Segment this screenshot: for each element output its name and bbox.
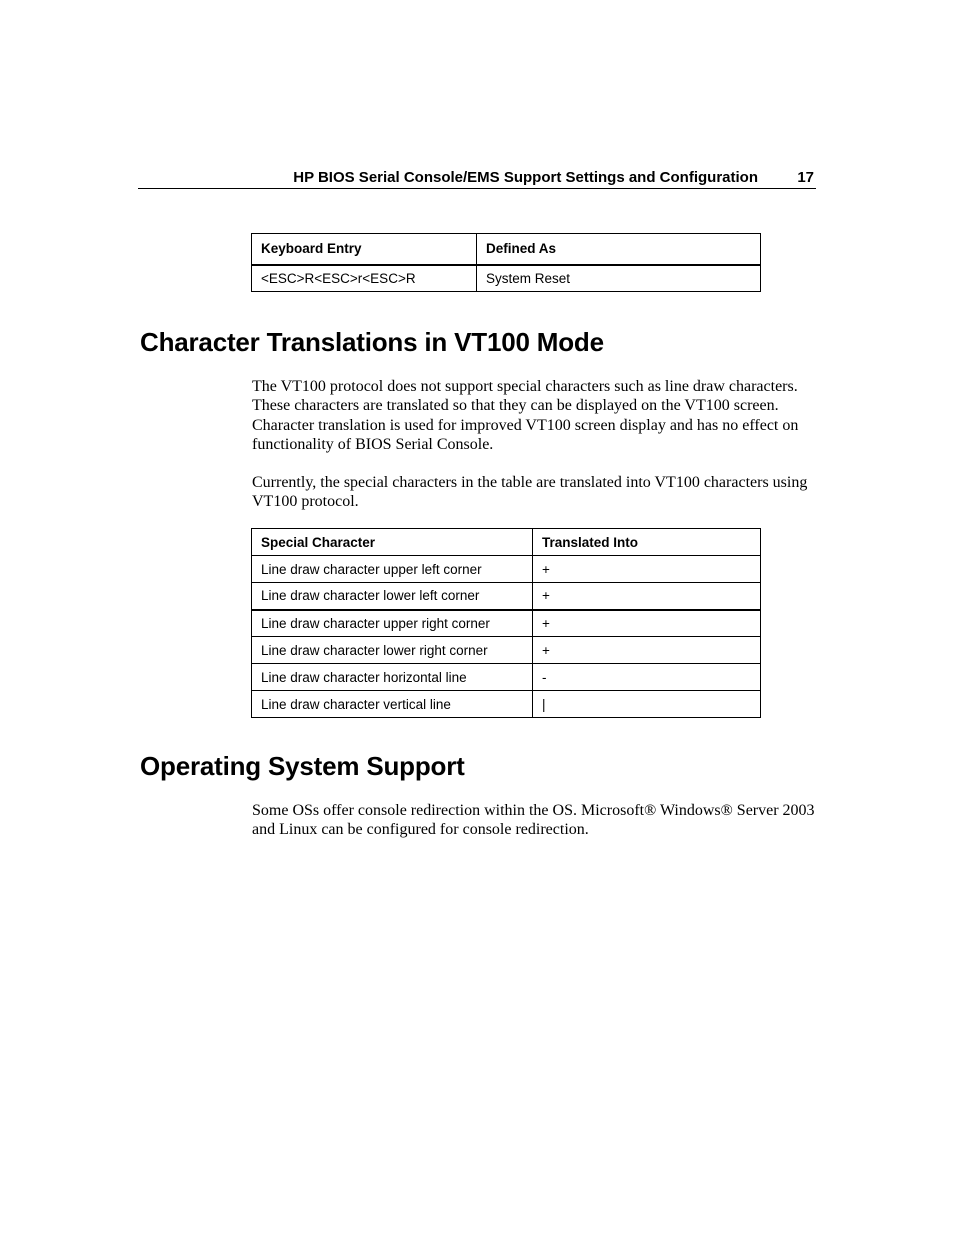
- table-row: [252, 583, 761, 610]
- table-header-row: [252, 529, 761, 556]
- section-heading-operating-system-support: Operating System Support: [140, 751, 465, 781]
- table-cell: Line draw character upper left corner: [252, 556, 533, 583]
- body-paragraph: The VT100 protocol does not support special characters such as line draw characters. These characters are translated so that they can be displayed on the VT100 screen. Character translation is used for improved VT100 screen display and has no effect on functionality of BIOS Serial Console.: [252, 378, 799, 454]
- table-cell: |: [533, 691, 761, 718]
- page-number: 17: [797, 169, 814, 186]
- section-heading-character-translations: Character Translations in VT100 Mode: [140, 327, 604, 357]
- table-cell: System Reset: [477, 265, 761, 292]
- table-cell: +: [533, 637, 761, 664]
- table-cell: Line draw character horizontal line: [252, 664, 533, 691]
- column-header-special-character: Special Character: [252, 529, 533, 556]
- table-cell: +: [533, 583, 761, 610]
- table-row: [252, 664, 761, 691]
- table-row: [252, 556, 761, 583]
- table-row: [252, 637, 761, 664]
- body-paragraph: Currently, the special characters in the table are translated into VT100 characters using VT100 protocol.: [252, 474, 808, 511]
- table-cell: Line draw character vertical line: [252, 691, 533, 718]
- table-row: [252, 265, 761, 292]
- table-cell: Line draw character lower right corner: [252, 637, 533, 664]
- table-row: [252, 691, 761, 718]
- header-title: HP BIOS Serial Console/EMS Support Settings and Configuration: [293, 169, 758, 186]
- table-cell: +: [533, 610, 761, 637]
- column-header-defined-as: Defined As: [477, 234, 761, 265]
- table-cell: +: [533, 556, 761, 583]
- character-translation-table: [251, 528, 761, 718]
- table-cell: Line draw character lower left corner: [252, 583, 533, 610]
- running-header: [138, 168, 816, 189]
- column-header-translated-into: Translated Into: [533, 529, 761, 556]
- table-cell: -: [533, 664, 761, 691]
- table-row: [252, 610, 761, 637]
- keyboard-entry-table: [251, 233, 761, 292]
- column-header-keyboard-entry: Keyboard Entry: [252, 234, 477, 265]
- table-header-row: [252, 234, 761, 265]
- table-cell: Line draw character upper right corner: [252, 610, 533, 637]
- table-cell: <ESC>R<ESC>r<ESC>R: [252, 265, 477, 292]
- body-paragraph: Some OSs offer console redirection within the OS. Microsoft® Windows® Server 2003 and Linux can be configured for console redirection.: [252, 802, 815, 839]
